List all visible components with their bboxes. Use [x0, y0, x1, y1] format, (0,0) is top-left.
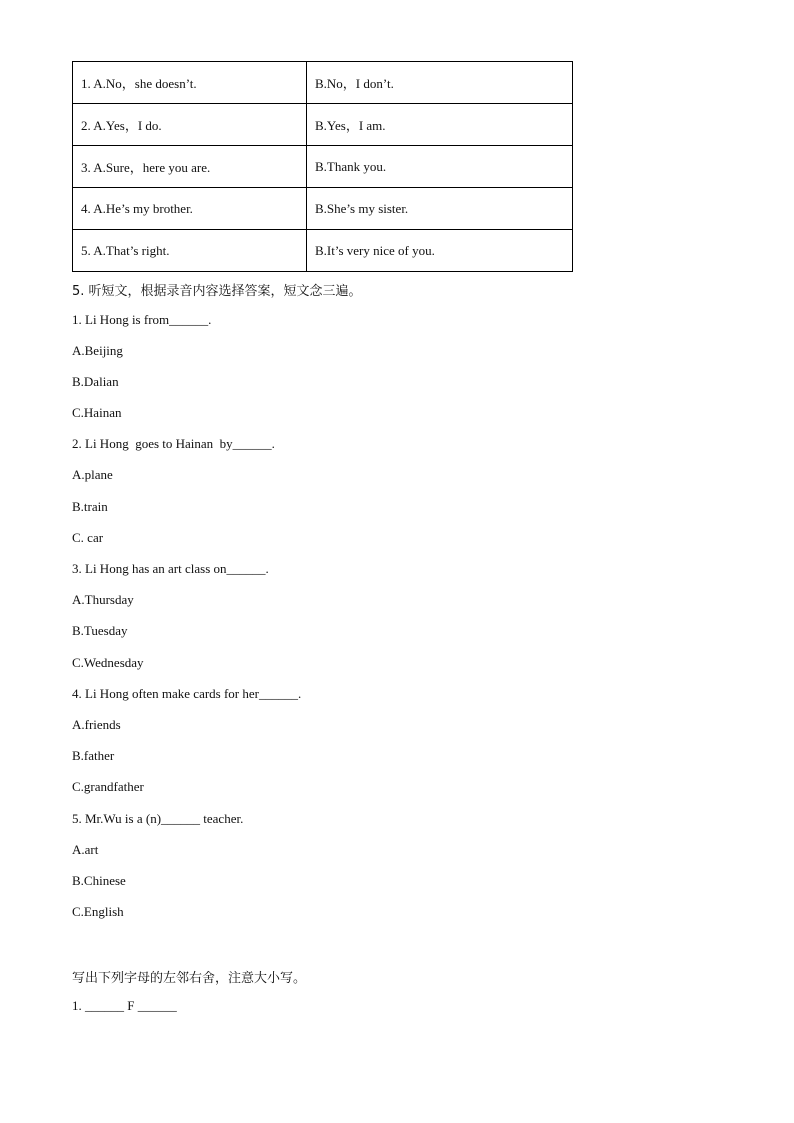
question-3-option-b: B.Tuesday: [72, 623, 128, 638]
table-cell-option-a: 3. A.Sure，here you are.: [73, 146, 307, 188]
question-4-option-b: B.father: [72, 748, 115, 763]
table-cell-option-a: 5. A.That’s right.: [73, 230, 307, 272]
section-5-title: 5. 听短文，根据录音内容选择答案，短文念三遍。: [72, 284, 362, 299]
question-4-option-a: A.friends: [72, 717, 121, 732]
table-cell-option-b: B.She’s my sister.: [307, 188, 573, 230]
table-cell-option-a: 2. A.Yes，I do.: [73, 104, 307, 146]
listening-answer-table: [72, 61, 573, 272]
question-1-option-c: C.Hainan: [72, 405, 122, 420]
question-3: 3. Li Hong has an art class on______.: [72, 561, 269, 576]
question-3-option-c: C.Wednesday: [72, 655, 144, 670]
table-row: [73, 104, 573, 146]
table-row: [73, 230, 573, 272]
question-5-option-c: C.English: [72, 904, 124, 919]
question-5: 5. Mr.Wu is a (n)______ teacher.: [72, 811, 244, 826]
question-2-option-b: B.train: [72, 499, 108, 514]
table-cell-option-a: 1. A.No，she doesn’t.: [73, 62, 307, 104]
question-2: 2. Li Hong goes to Hainan by______.: [72, 436, 275, 451]
table-cell-option-b: B.Thank you.: [307, 146, 573, 188]
question-2-option-a: A.plane: [72, 467, 113, 482]
letter-neighbors-item-1: 1. ______ F ______: [72, 998, 177, 1013]
question-1-option-a: A.Beijing: [72, 343, 123, 358]
table-cell-option-a: 4. A.He’s my brother.: [73, 188, 307, 230]
table-row: [73, 62, 573, 104]
table-row: [73, 188, 573, 230]
table-cell-option-b: B.No，I don’t.: [307, 62, 573, 104]
question-1: 1. Li Hong is from______.: [72, 312, 212, 327]
table-row: [73, 146, 573, 188]
question-3-option-a: A.Thursday: [72, 592, 134, 607]
question-5-option-b: B.Chinese: [72, 873, 126, 888]
question-4: 4. Li Hong often make cards for her______.: [72, 686, 302, 701]
table-cell-option-b: B.It’s very nice of you.: [307, 230, 573, 272]
question-5-option-a: A.art: [72, 842, 99, 857]
section-6-title: 写出下列字母的左邻右舍，注意大小写。: [72, 971, 307, 986]
question-4-option-c: C.grandfather: [72, 779, 144, 794]
table-cell-option-b: B.Yes，I am.: [307, 104, 573, 146]
question-1-option-b: B.Dalian: [72, 374, 119, 389]
question-2-option-c: C. car: [72, 530, 104, 545]
